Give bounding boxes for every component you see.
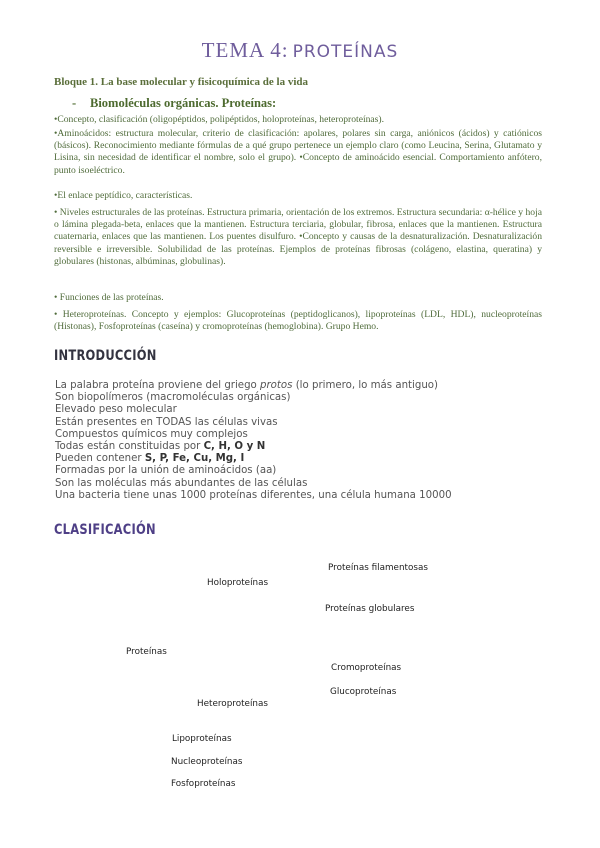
tree-node-cromoproteinas: Cromoproteínas	[331, 663, 402, 673]
tree-node-holoproteinas: Holoproteínas	[207, 578, 269, 588]
tree-node-nucleoproteinas: Nucleoproteínas	[171, 757, 243, 767]
tree-node-fosfoproteinas: Fosfoproteínas	[171, 779, 236, 789]
intro-line-text: Pueden contener	[55, 453, 145, 465]
title-part-1: TEMA 4:	[201, 38, 289, 62]
tree-node-glucoproteinas: Glucoproteínas	[330, 687, 397, 697]
intro-line: Son biopolímeros (macromoléculas orgánicas)	[55, 392, 291, 404]
bloque-heading: Bloque 1. La base molecular y fisicoquímica de la vida	[54, 76, 309, 88]
tree-node-filamentosas: Proteínas filamentosas	[328, 563, 428, 573]
paragraph-niveles-estructurales: • Niveles estructurales de las proteínas. Estructura primaria, orientación de los extremos. Estructura secundaria: α-hélice y hoja o lámina plegada-beta, enlaces que la mantienen. Estructura terciaria, globular, fibrosa, enlaces que la mantienen. Estructura cuaternaria, enlaces que las mantienen. Los puentes disulfuro. •Concepto y causas de la desnaturalización. Desnaturalización reversible e irreversible. Solubilidad de las proteínas. Ejemplos de proteínas fibrosas (colágeno, elastina, queratina) y globulares (histonas, albúminas, globulinas).	[54, 207, 542, 267]
paragraph-enlace-peptidico: •El enlace peptídico, características.	[54, 190, 193, 201]
paragraph-heteroproteinas: • Heteroproteínas. Concepto y ejemplos: Glucoproteínas (peptidoglicanos), lipoproteínas (LDL, HDL), nucleoproteínas (Histonas), Fosfoproteínas (caseína) y cromoproteínas (hemoglobina). Grupo Hemo.	[54, 309, 542, 333]
tree-node-heteroproteinas: Heteroproteínas	[197, 699, 268, 709]
tree-node-proteinas: Proteínas	[126, 647, 167, 657]
page-title	[0, 38, 600, 63]
subheading	[72, 96, 276, 111]
paragraph-funciones: • Funciones de las proteínas.	[54, 292, 164, 303]
intro-line-bold: C, H, O y N	[203, 441, 266, 453]
tree-node-globulares: Proteínas globulares	[325, 604, 415, 614]
intro-line: Están presentes en TODAS las células vivas	[55, 416, 278, 428]
paragraph-concepto: •Concepto, clasificación (oligopéptidos, polipéptidos, holoproteínas, heteroproteínas).	[54, 114, 385, 125]
intro-line-bold: S, P, Fe, Cu, Mg, I	[144, 453, 245, 465]
intro-line: Elevado peso molecular	[55, 404, 177, 416]
subheading-dash: -	[72, 96, 77, 110]
intro-line: Son las moléculas más abundantes de las células	[55, 477, 308, 489]
paragraph-aminoacidos: •Aminoácidos: estructura molecular, criterio de clasificación: apolares, polares sin carga, aniónicos (ácidos) y catiónicos (básicos). Reconocimiento mediante fórmulas de a qué grupo pertenece un ejemplo claro (como Leucina, Serina, Glutamato y Lisina, sin necesidad de identificar el nombre, solo el grupo). •Concepto de aminoácido esencial. Comportamiento anfótero, punto isoeléctrico.	[54, 128, 542, 176]
title-part-2: PROTEÍNAS	[292, 42, 399, 62]
intro-line	[55, 441, 452, 453]
intro-line: Compuestos químicos muy complejos	[55, 428, 248, 440]
tree-node-lipoproteinas: Lipoproteínas	[172, 734, 232, 744]
intro-line	[55, 380, 452, 392]
introduccion-list	[55, 380, 452, 502]
intro-line-text: La palabra proteína proviene del griego	[55, 380, 261, 391]
intro-line: Formadas por la unión de aminoácidos (aa)	[55, 465, 277, 477]
subheading-text: Biomoléculas orgánicas. Proteínas:	[90, 96, 277, 110]
intro-line-text: (lo primero, lo más antiguo)	[292, 380, 439, 391]
intro-line-italic: protos	[260, 380, 293, 391]
introduccion-heading: INTRODUCCIÓN	[54, 348, 157, 364]
intro-line-text: Todas están constituidas por	[55, 441, 204, 453]
intro-line: Una bacteria tiene unas 1000 proteínas diferentes, una célula humana 10000	[55, 489, 452, 501]
clasificacion-heading: CLASIFICACIÓN	[54, 522, 156, 538]
intro-line	[55, 453, 452, 465]
